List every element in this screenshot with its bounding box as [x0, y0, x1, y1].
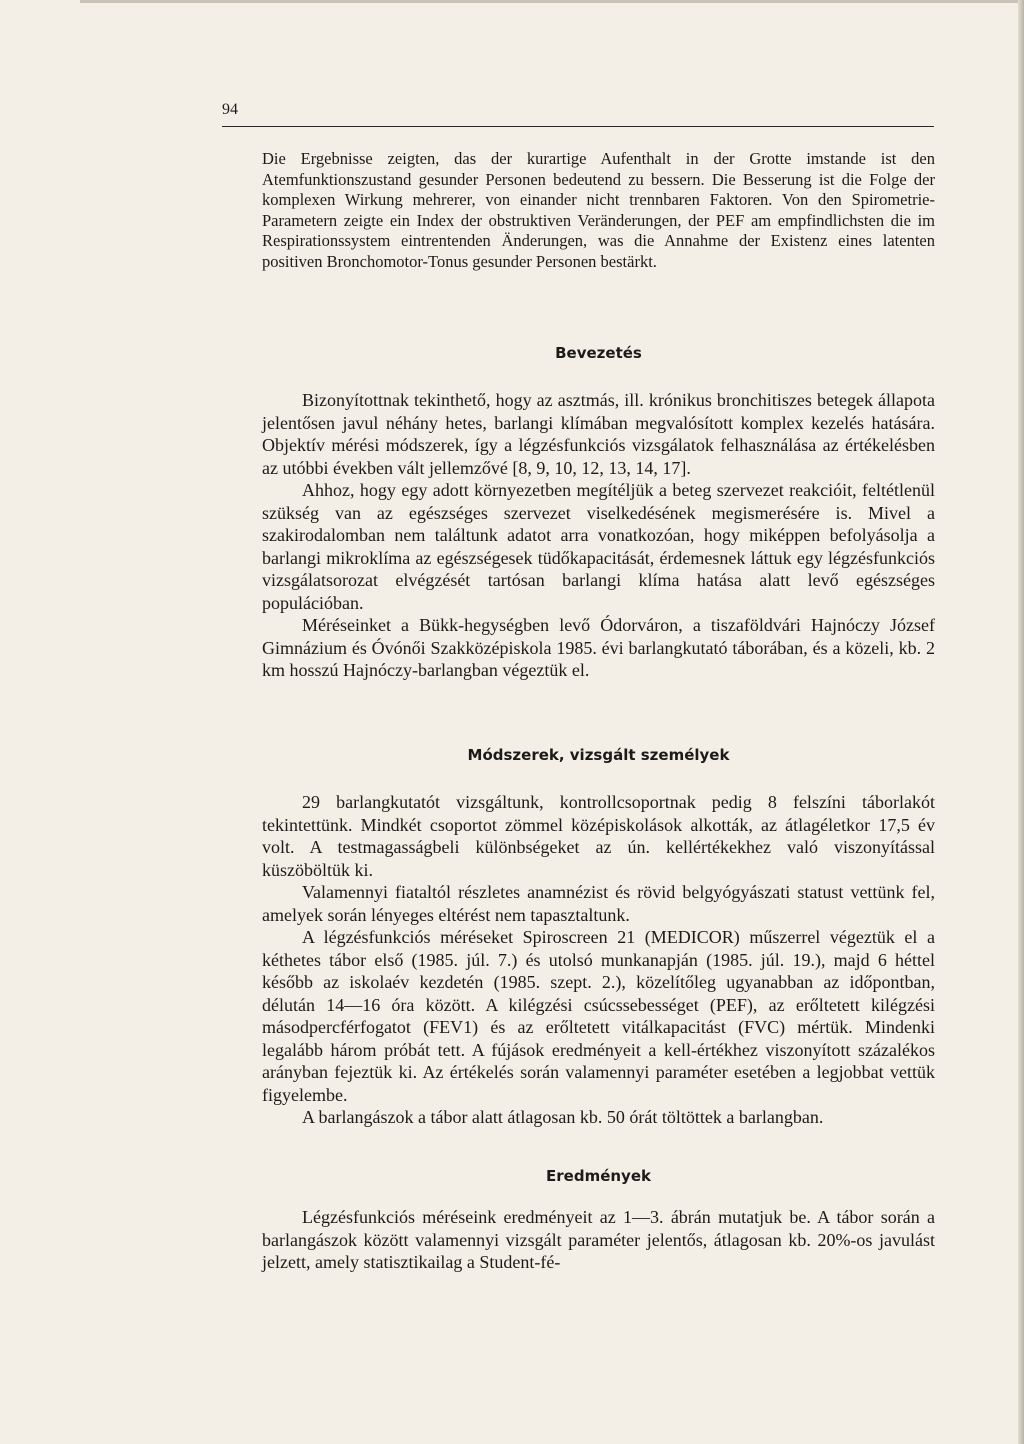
section-methods — [262, 745, 935, 1129]
section-results — [262, 1166, 935, 1274]
paragraph: Ahhoz, hogy egy adott környezetben megítéljük a beteg szervezet reakcióit, feltétlenül szükség van az egészséges szervezet viselkedésének megismerésére is. Mivel a szakirodalomban nem találtunk adatot arra vonatkozóan, hogy miképpen befolyásolja a barlangi mikroklíma az egészségesek tüdőkapacitását, érdemesnek láttuk egy légzésfunkciós vizsgálatsorozat elvégzését tartósan barlangi klíma hatása alatt levő egészséges populációban. — [262, 480, 935, 613]
section-heading: Módszerek, vizsgált személyek — [467, 746, 730, 764]
paragraph: 29 barlangkutatót vizsgáltunk, kontrollcsoportnak pedig 8 felszíni táborlakót tekintettünk. Mindkét csoportot zömmel középiskolások alkották, az átlagéletkor 17,5 év volt. A testmagasságbeli különbségeket az ún. kellértékekhez való viszonyítással küszöböltük ki. — [262, 792, 935, 880]
page-edge-right — [1018, 0, 1024, 1444]
paragraph: Légzésfunkciós méréseink eredményeit az 1—3. ábrán mutatjuk be. A tábor során a barlangászok között valamennyi vizsgált paraméter jelentős, átlagosan kb. 20%-os javulást jelzett, amely statisztikailag a Student-fé- — [262, 1207, 935, 1272]
paragraph: A barlangászok a tábor alatt átlagosan kb. 50 órát töltöttek a barlangban. — [302, 1107, 824, 1127]
page-number: 94 — [222, 101, 238, 118]
section-heading: Bevezetés — [555, 344, 642, 362]
section-introduction — [262, 343, 935, 682]
page-edge-top — [80, 0, 1024, 3]
section-heading: Eredmények — [546, 1167, 651, 1185]
paragraph: Méréseinket a Bükk-hegységben levő Ódorváron, a tiszaföldvári Hajnóczy József Gimnázium és Óvónői Szakközépiskola 1985. évi barlangkutató táborában, és a közeli, kb. 2 km hosszú Hajnóczy-barlangban végeztük el. — [262, 615, 935, 680]
paragraph: Valamennyi fiataltól részletes anamnézist és rövid belgyógyászati statust vettünk fel, amelyek során lényeges eltérést nem tapasztaltunk. — [262, 882, 935, 925]
german-abstract: Die Ergebnisse zeigten, das der kurartige Aufenthalt in der Grotte imstande ist den Atemfunktionszustand gesunder Personen bedeutend zu bessern. Die Besserung ist die Folge der komplexen Wirkung mehrerer, von einander nicht trennbaren Faktoren. Von den Spirometrie-Parametern zeigte ein Index der obstruktiven Veränderungen, der PEF am empfindlichsten die im Respirationssystem eintrentenden Änderungen, was die Annahme der Existenz eines latenten positiven Bronchomotor-Tonus gesunder Personen bestärkt. — [262, 149, 935, 271]
paragraph: A légzésfunkciós méréseket Spiroscreen 21 (MEDICOR) műszerrel végeztük el a kéthetes tábor első (1985. júl. 7.) és utolsó munkanapján (1985. júl. 19.), majd 6 héttel később az iskolaév kezdetén (1985. szept. 2.), közelítőleg ugyanabban az időpontban, délután 14—16 óra között. A kilégzési csúcssebességet (PEF), az erőltetett kilégzési másodpercférfogatot (FEV1) és az erőltetett vitálkapacitást (FVC) mértük. Mindenki legalább három próbát tett. A fújások eredményeit a kell-értékhez viszonyított százalékos arányban fejeztük ki. Az értékelés során valamennyi paraméter esetében a legjobbat vettük figyelembe. — [262, 927, 935, 1105]
document-page — [222, 100, 935, 1272]
header-rule — [222, 126, 934, 127]
paragraph: Bizonyítottnak tekinthető, hogy az asztmás, ill. krónikus bronchitiszes betegek állapota jelentősen javul néhány hetes, barlangi klímában megvalósított komplex kezelés hatására. Objektív mérési módszerek, így a légzésfunkciós vizsgálatok felhasználása az értékelésben az utóbbi években vált jellemzővé [8, 9, 10, 12, 13, 14, 17]. — [262, 390, 935, 478]
